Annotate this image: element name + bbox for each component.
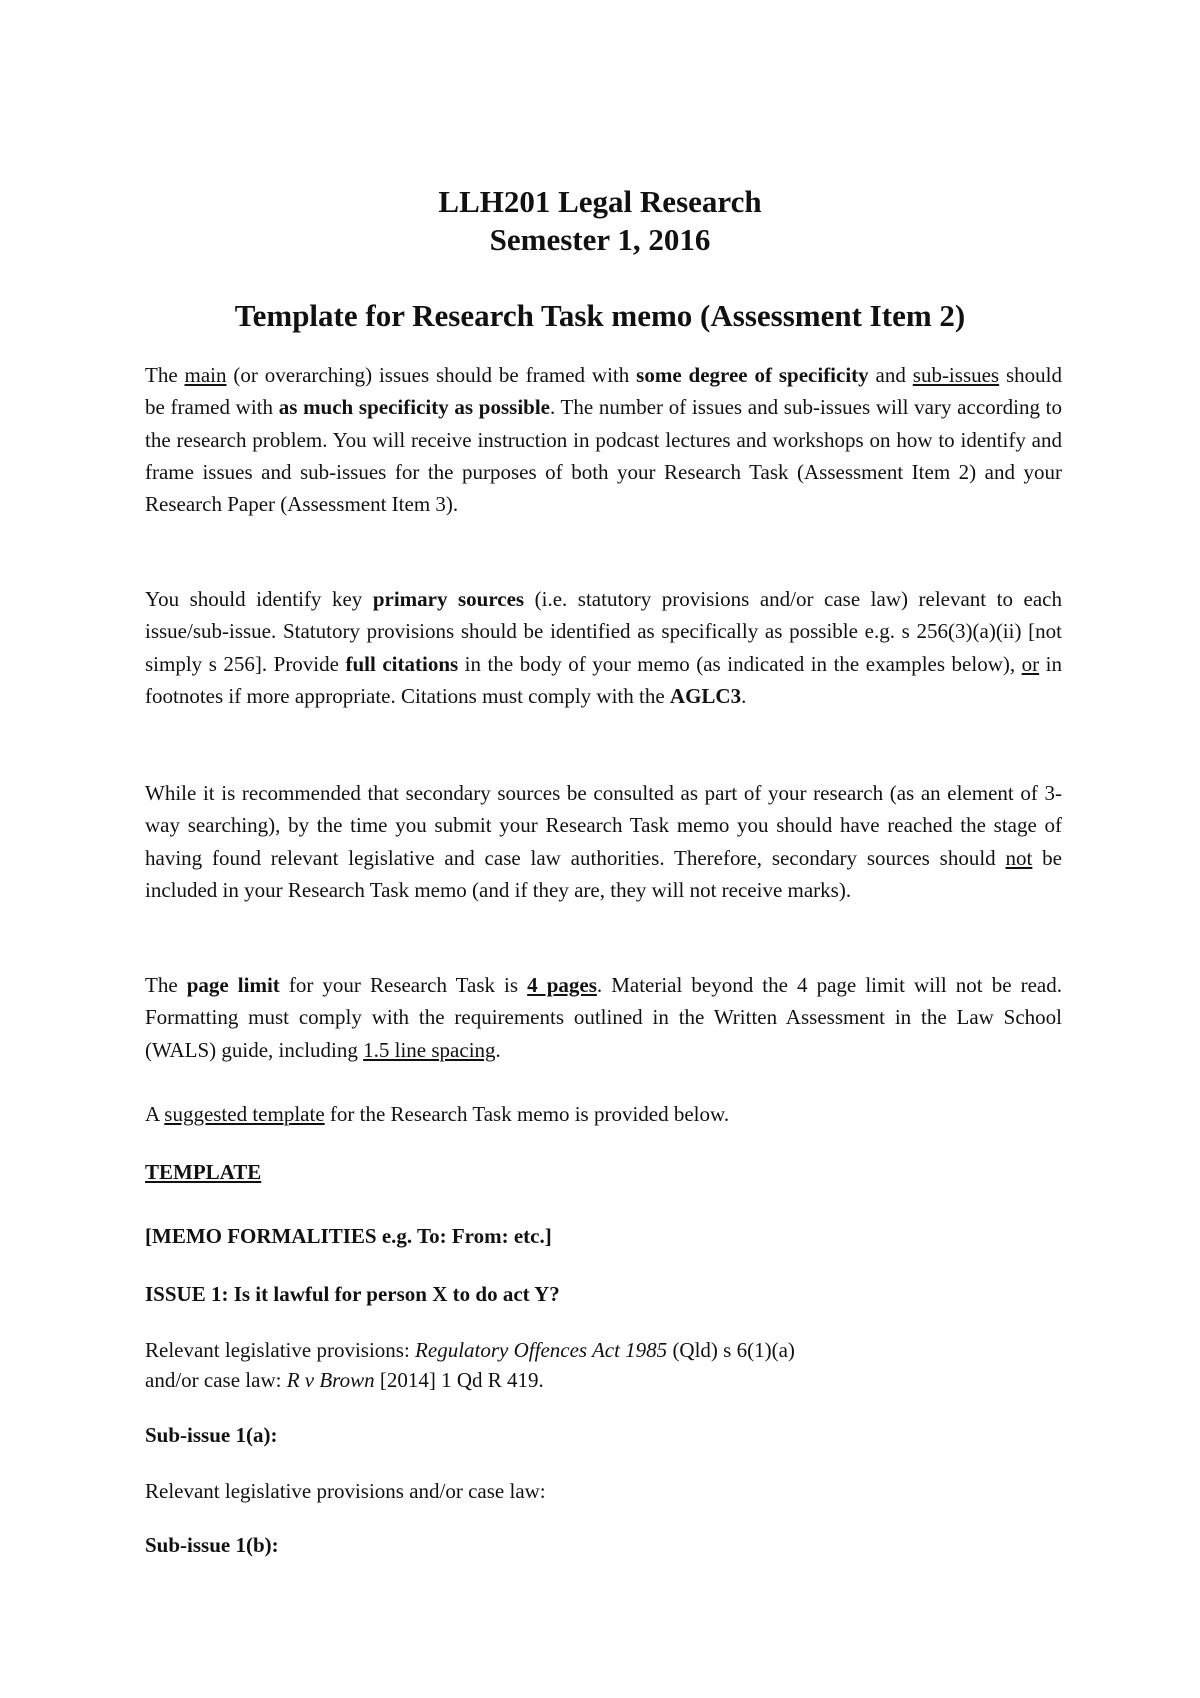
text-run: The [145, 363, 185, 387]
underlined-text: not [1005, 845, 1033, 870]
bold-text: primary sources [372, 587, 525, 611]
text-run: and/or case law: [145, 1368, 287, 1392]
text-run: . [741, 683, 747, 708]
paragraph-secondary-sources [145, 777, 1062, 906]
text-run: in the body of your memo (as indicated in the examples below), [458, 651, 1022, 676]
bold-text: full citations [345, 651, 459, 676]
sub-issue-1a-sources: Relevant legislative provisions and/or case law: [145, 1479, 546, 1503]
memo-formalities: [MEMO FORMALITIES e.g. To: From: etc.] [145, 1224, 552, 1248]
text-run: in footnotes if more appropriate. Citations must comply with the [145, 651, 1062, 708]
text-run: While it is recommended that secondary sources be consulted as part of your research (as an element of 3-way searching), by the time you submit your Research Task memo you should have reached the stage of having found relevant legislative and case law authorities. Therefore, secondary sources should [145, 781, 1062, 870]
bold-text: page limit [186, 973, 280, 997]
text-run: [2014] 1 Qd R 419. [374, 1368, 544, 1392]
template-heading: TEMPLATE [145, 1160, 262, 1184]
paragraph-template-intro [145, 1098, 1062, 1130]
case-law-line [145, 1366, 544, 1395]
course-title: LLH201 Legal Research [438, 184, 762, 219]
text-run: . [495, 1037, 501, 1062]
bold-text: AGLC3 [669, 683, 742, 708]
paragraph-issues [145, 359, 1062, 520]
underlined-text: or [1021, 651, 1040, 676]
sub-issue-1b-heading: Sub-issue 1(b): [145, 1533, 279, 1557]
text-run: Relevant legislative provisions: [145, 1338, 416, 1362]
underlined-text: sub-issues [912, 363, 1000, 387]
italic-text: Regulatory Offences Act 1985 [415, 1338, 668, 1362]
sub-issue-1a-heading: Sub-issue 1(a): [145, 1423, 278, 1447]
underlined-text: 4 pages [527, 973, 597, 997]
underlined-text: suggested template [164, 1102, 325, 1126]
document-subtitle: Template for Research Task memo (Assessment Item 2) [234, 298, 966, 333]
text-run: and [868, 363, 913, 387]
underlined-text: 1.5 line spacing [363, 1037, 496, 1062]
text-run: (or overarching) issues should be framed with [226, 363, 637, 387]
bold-text: as much specificity as possible [278, 395, 550, 420]
text-run: be included in your Research Task memo (and if they are, they will not receive marks). [145, 845, 1062, 902]
text-run: A [145, 1102, 165, 1126]
text-run: . The number of issues and sub-issues will vary according to the research problem. You will receive instruction in podcast lectures and workshops on how to identify and frame issues and sub-issues for the purposes of both your Research Task (Assessment Item 2) and your Research Paper (Assessment Item 3). [145, 395, 1062, 517]
text-run: . Material beyond the 4 page limit will not be read. Formatting must comply with the requirements outlined in the Written Assessment in the Law School (WALS) guide, including [145, 973, 1062, 1062]
text-run: should be framed with [145, 363, 1062, 420]
text-run: The [145, 973, 187, 997]
paragraph-page-limit [145, 969, 1062, 1066]
bold-text: some degree of specificity [636, 363, 869, 387]
issue-1-heading: ISSUE 1: Is it lawful for person X to do act Y? [145, 1282, 560, 1306]
paragraph-primary-sources [145, 583, 1062, 712]
text-run: for your Research Task is [279, 973, 528, 997]
legislative-provisions-line [145, 1336, 795, 1365]
text-run: You should identify key [145, 587, 373, 611]
text-run: for the Research Task memo is provided below. [324, 1102, 730, 1126]
italic-text: R v Brown [286, 1368, 375, 1392]
text-run: (Qld) s 6(1)(a) [667, 1338, 795, 1362]
underlined-text: main [184, 363, 227, 387]
text-run: (i.e. statutory provisions and/or case law) relevant to each issue/sub-issue. Statutory provisions should be identified as specifically as possible e.g. s 256(3)(a)(ii) [not simply s 256]. Provide [145, 587, 1062, 676]
semester-title: Semester 1, 2016 [489, 222, 711, 257]
bold-text [527, 973, 597, 997]
